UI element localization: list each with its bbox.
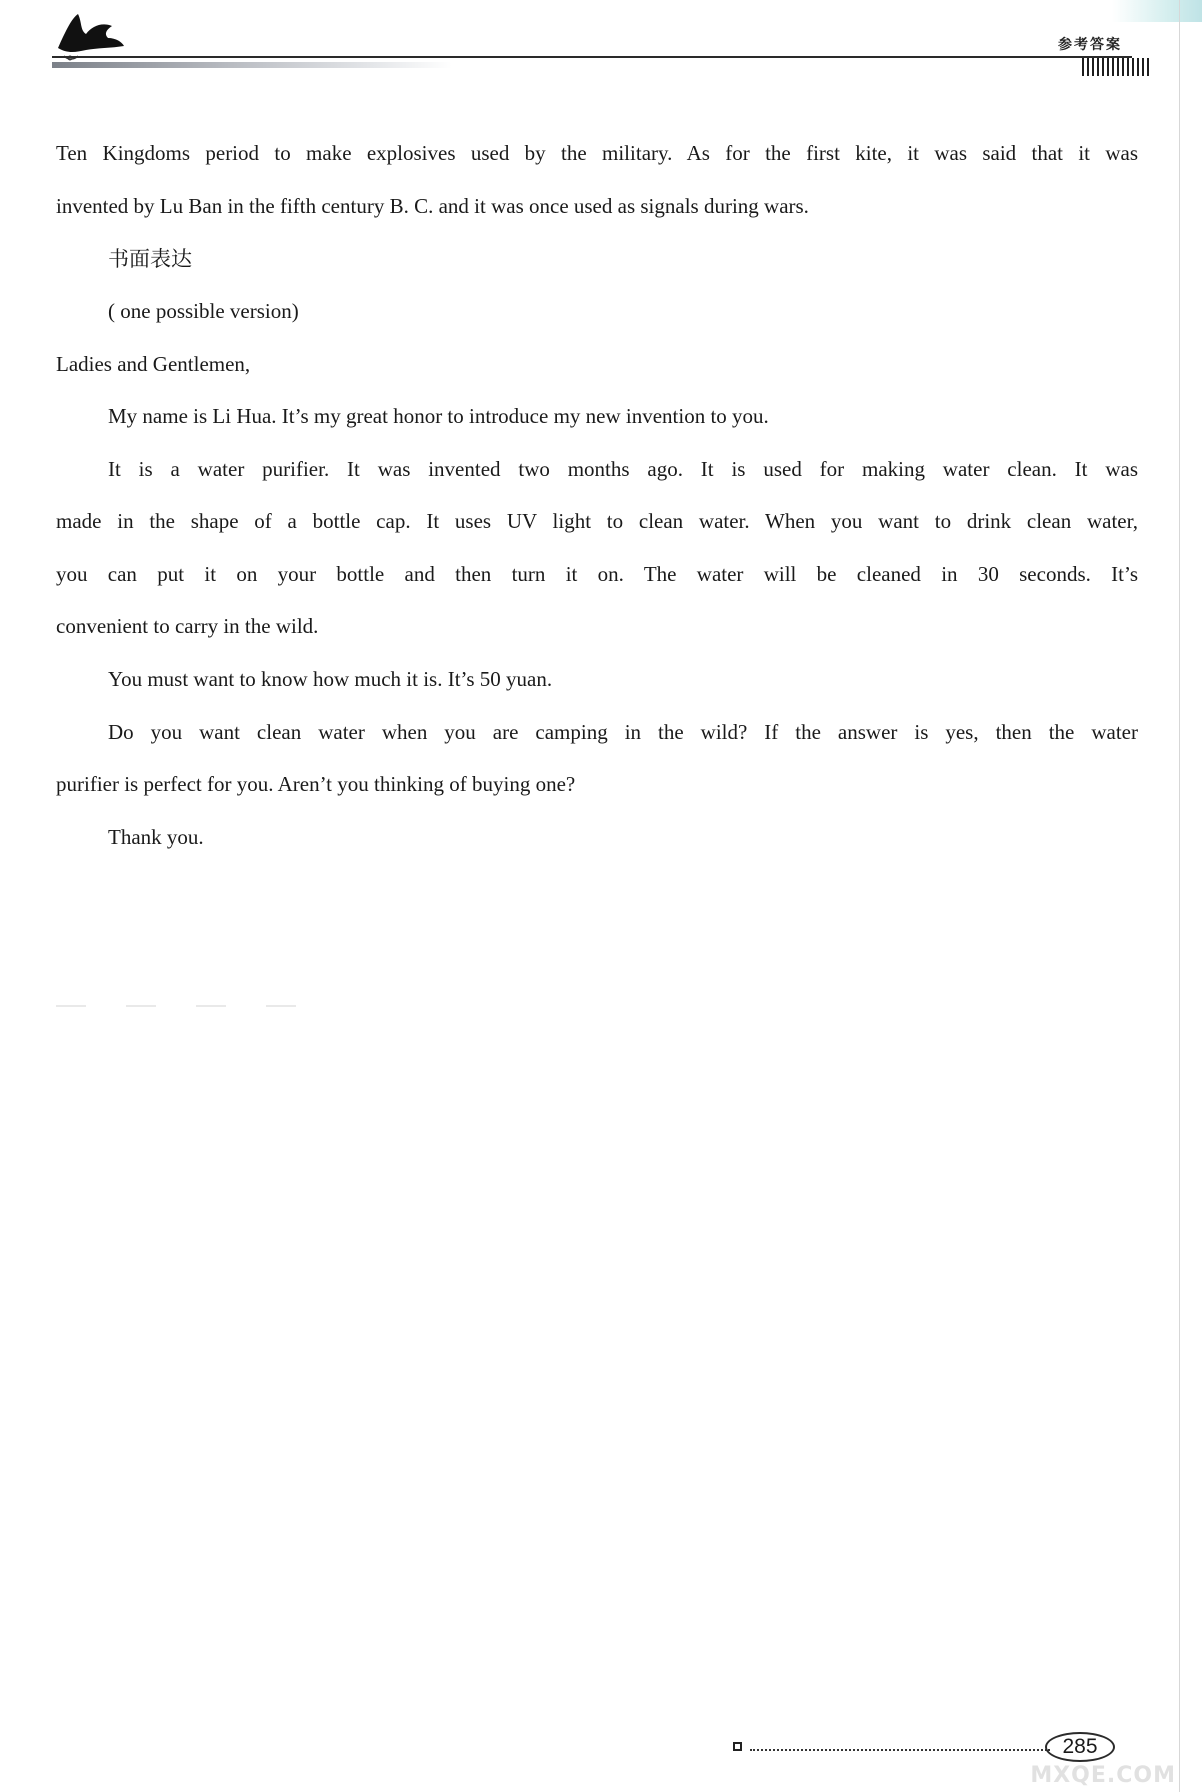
footer-square-icon [733,1742,742,1751]
header-gradient-strip [52,62,452,68]
paragraph-line: purifier is perfect for you. Aren’t you thinking of buying one? [56,772,576,796]
footer-dotted-leader [750,1749,1050,1751]
corner-accent [1112,0,1202,22]
watermark: MXQE.COM [1030,1763,1176,1788]
salutation: Ladies and Gentlemen, [56,352,251,376]
paragraph-line: made in the shape of a bottle cap. It uses UV light to clean water. When you want to drink clean water, [56,509,1138,533]
header-rule [52,56,1132,58]
text-line: Ten Kingdoms period to make explosives used by the military. As for the first kite, it was said that it was [56,141,1138,165]
paragraph-line: Do you want clean water when you are camping in the wild? If the answer is yes, then the water [108,720,1138,744]
paragraph-line: convenient to carry in the wild. [56,614,319,638]
paragraph-line: My name is Li Hua. It’s my great honor to introduce my new invention to you. [108,404,769,428]
section-heading: 书面表达 [108,247,192,271]
closing-line: Thank you. [108,825,204,849]
paragraph-line: It is a water purifier. It was invented two months ago. It is used for making water clean. It was [108,457,1138,481]
page-number: 285 [1045,1732,1115,1762]
faint-scan-mark [56,1005,296,1007]
text-line: invented by Lu Ban in the fifth century B. C. and it was once used as signals during wars. [56,194,809,218]
paragraph-line: you can put it on your bottle and then turn it on. The water will be cleaned in 30 seconds. It’s [56,562,1138,586]
header-barcode-decoration [1082,58,1150,76]
page-edge-rule [1179,0,1180,1792]
section-title: 参考答案 [1058,37,1122,53]
paragraph-line: You must want to know how much it is. It’s 50 yuan. [108,667,553,691]
version-note: ( one possible version) [108,299,299,323]
